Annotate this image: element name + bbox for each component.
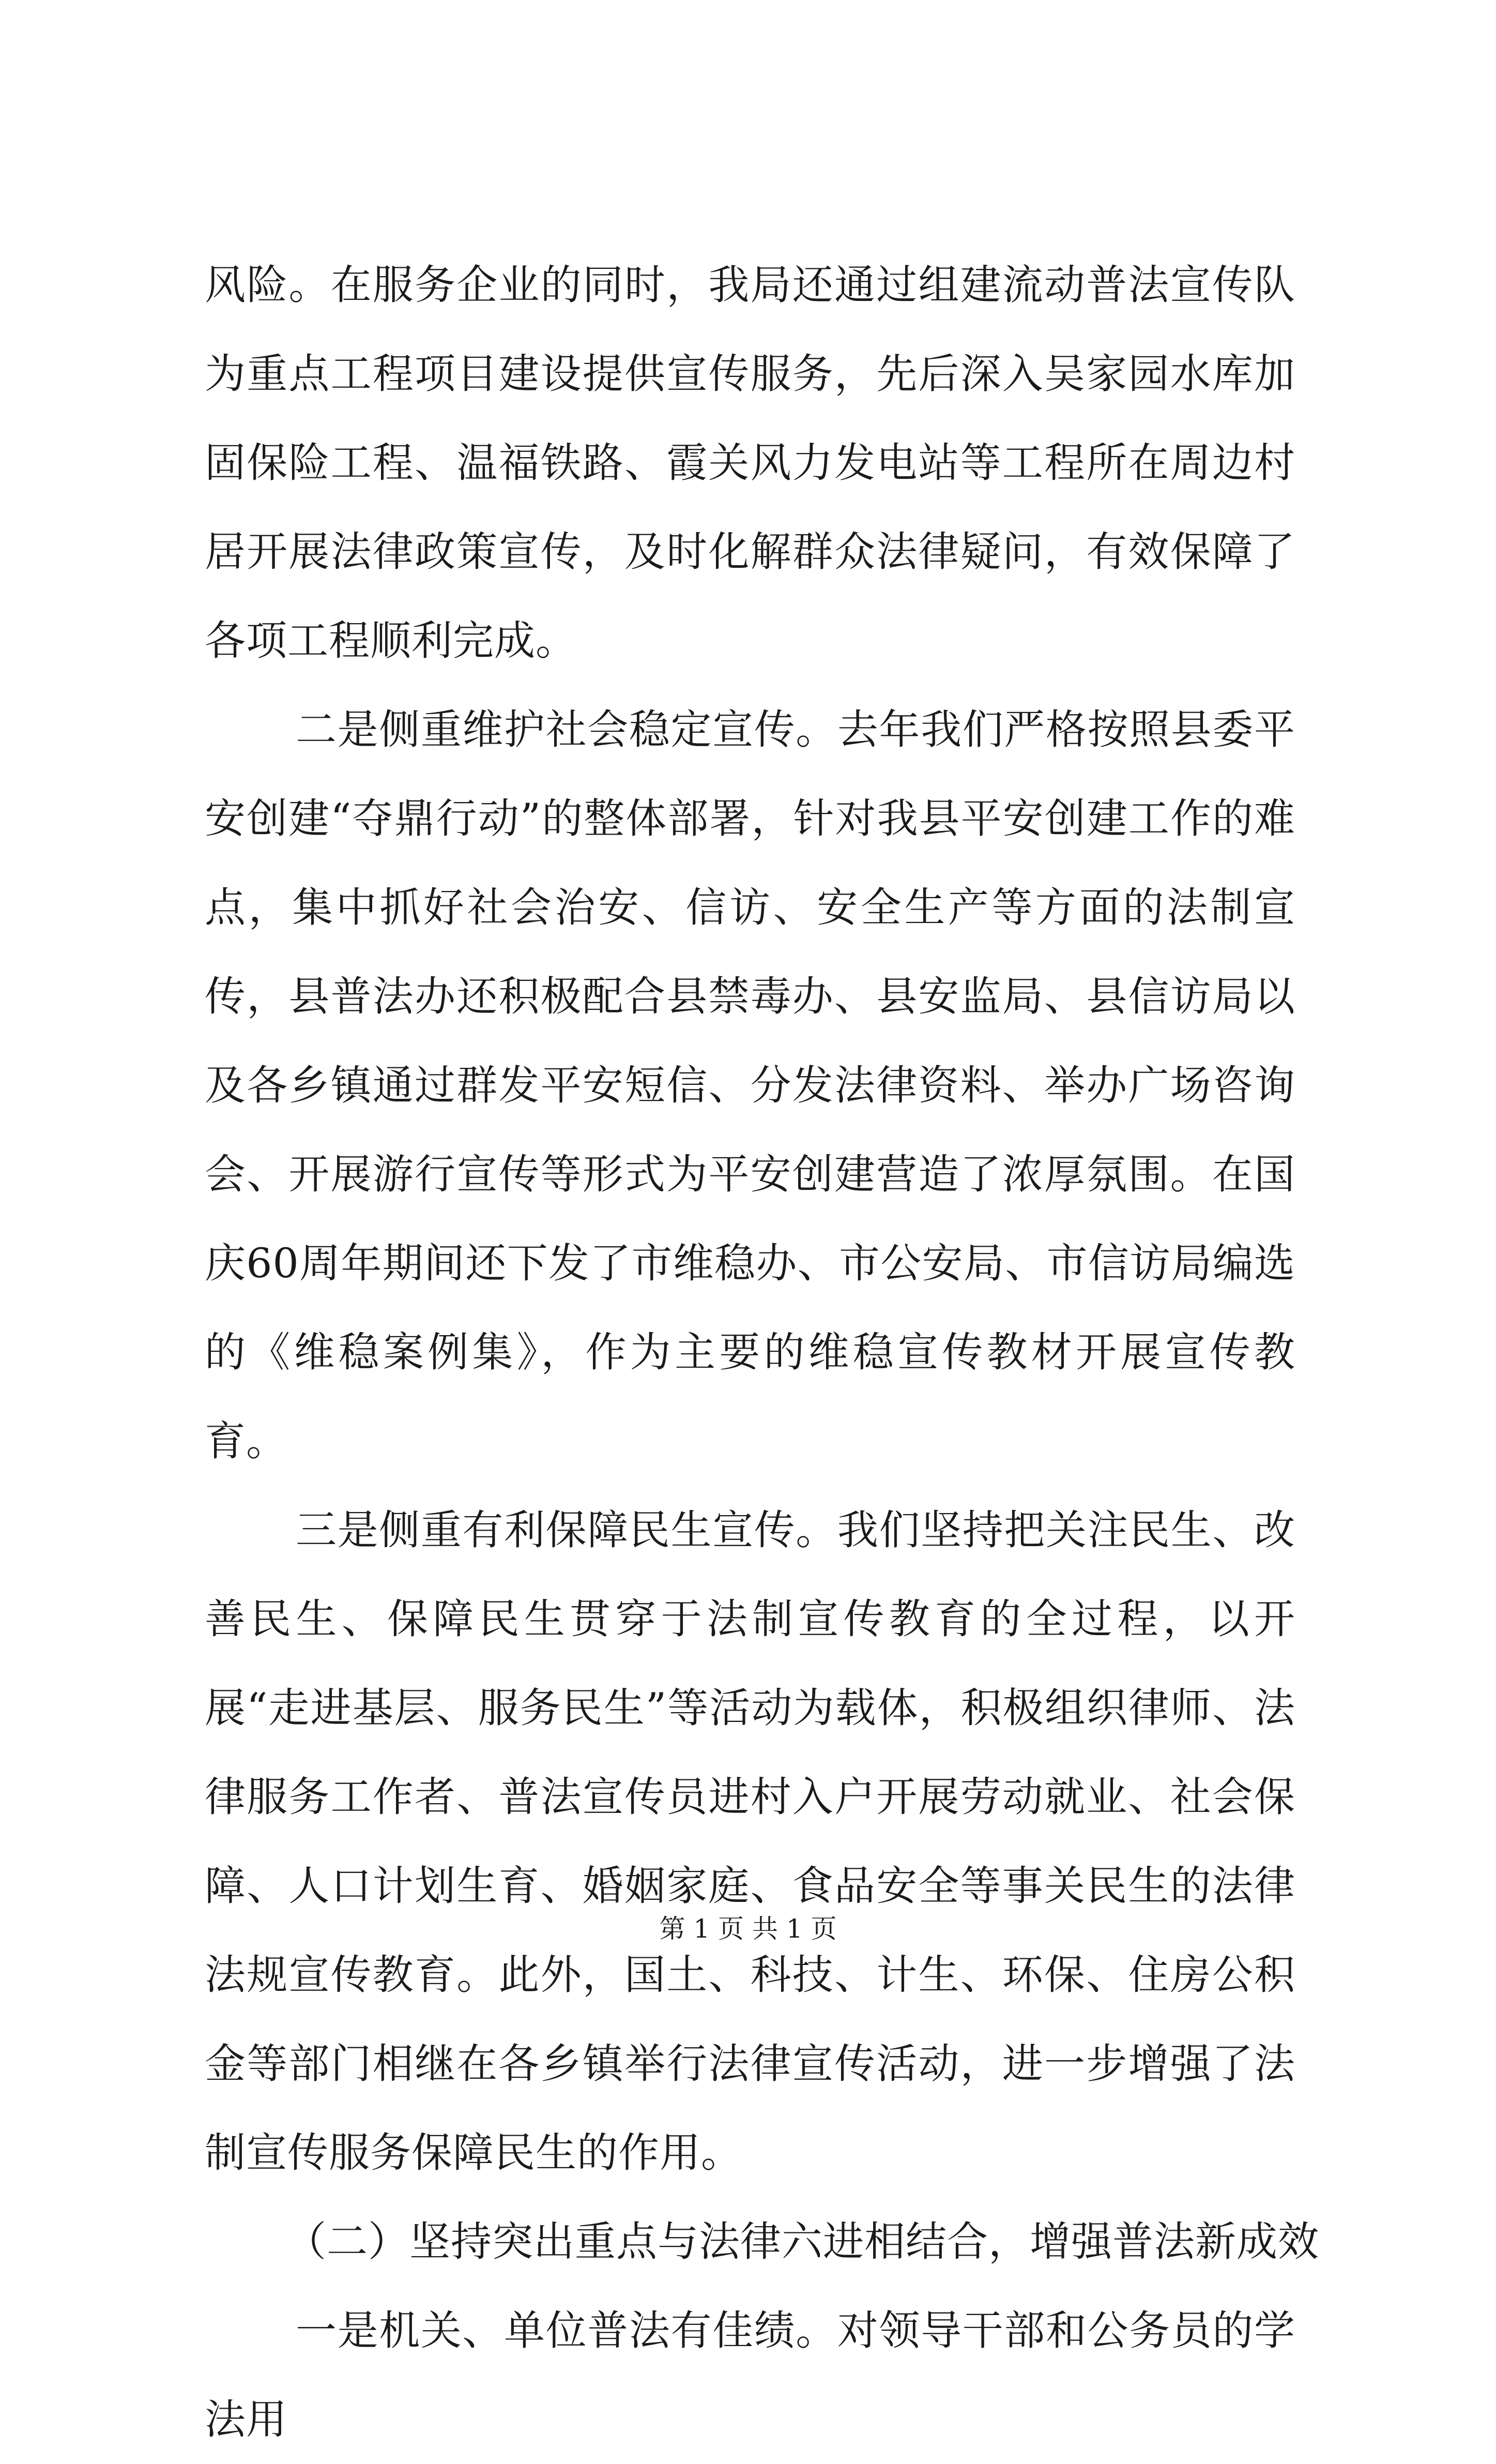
- paragraph-agencies: 一是机关、单位普法有佳绩。对领导干部和公务员的学法用: [205, 2307, 1295, 2443]
- paragraph-risk-service: 风险。在服务企业的同时，我局还通过组建流动普法宣传队为重点工程项目建设提供宣传服务，先后深入吴家园水库加固保险工程、温福铁路、霞关风力发电站等工程所在周边村居开展法律政策宣传，及时化解群众法律疑问，有效保障了各项工程顺利完成。: [205, 261, 1295, 664]
- document-body: [205, 240, 1319, 2464]
- paragraph-livelihood: 三是侧重有利保障民生宣传。我们坚持把关注民生、改善民生、保障民生贯穿于法制宣传教育的全过程，以开展“走进基层、服务民生”等活动为载体，积极组织律师、法律服务工作者、普法宣传员进村入户开展劳动就业、社会保障、人口计划生育、婚姻家庭、食品安全等事关民生的法律法规宣传教育。此外，国土、科技、计生、环保、住房公积金等部门相继在各乡镇举行法律宣传活动，进一步增强了法制宣传服务保障民生的作用。: [205, 1506, 1295, 2176]
- page-footer: 第 1 页 共 1 页: [659, 1914, 837, 1944]
- section-heading-two: （二）坚持突出重点与法律六进相结合，增强普法新成效: [285, 2218, 1319, 2265]
- paragraph-social-stability: 二是侧重维护社会稳定宣传。去年我们严格按照县委平安创建“夺鼎行动”的整体部署，针对我县平安创建工作的难点，集中抓好社会治安、信访、安全生产等方面的法制宣传，县普法办还积极配合县禁毒办、县安监局、县信访局以及各乡镇通过群发平安短信、分发法律资料、举办广场咨询会、开展游行宣传等形式为平安创建营造了浓厚氛围。在国庆60周年期间还下发了市维稳办、市公安局、市信访局编选的《维稳案例集》，作为主要的维稳宣传教材开展宣传教育。: [205, 706, 1295, 1465]
